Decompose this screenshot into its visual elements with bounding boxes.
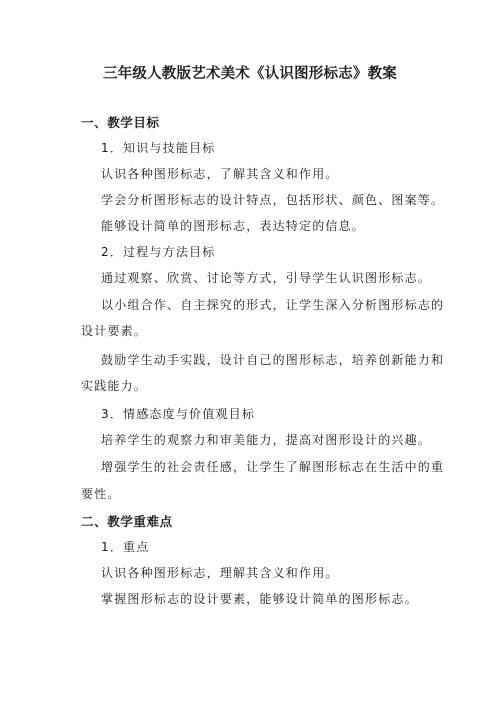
paragraph-line: 认识各种图形标志，理解其含义和作用。 [101,566,339,580]
paragraph-line: 鼓励学生动手实践，设计自己的图形标志，培养创新能力和 [101,353,445,367]
subheading-focus: 1．重点 [101,540,150,554]
subheading-emotion-values: 3．情感态度与价值观目标 [101,407,256,421]
paragraph-line: 学会分析图形标志的设计特点，包括形状、颜色、图案等。 [101,193,445,207]
paragraph-line: 设计要素。 [81,324,148,338]
paragraph-line: 以小组合作、自主探究的形式，让学生深入分析图形标志的 [101,298,445,312]
paragraph-line: 认识各种图形标志，了解其含义和作用。 [101,167,339,181]
paragraph-line: 实践能力。 [81,379,148,393]
subheading-knowledge-skills: 1．知识与技能目标 [101,141,216,155]
paragraph-line: 培养学生的观察力和审美能力，提高对图形设计的兴趣。 [101,433,432,447]
section-heading-key-points: 二、教学重难点 [81,514,173,529]
paragraph-line: 增强学生的社会责任感，让学生了解图形标志在生活中的重 [101,460,445,474]
paragraph-line: 通过观察、欣赏、讨论等方式，引导学生认识图形标志。 [101,271,432,285]
paragraph-line: 掌握图形标志的设计要素，能够设计简单的图形标志。 [101,592,418,606]
paragraph-line: 能够设计简单的图形标志，表达特定的信息。 [101,219,366,233]
paragraph-line: 要性。 [81,487,121,501]
subheading-process-method: 2．过程与方法目标 [101,245,216,259]
section-heading-objectives: 一、教学目标 [81,115,160,130]
document-title: 三年级人教版艺术美术《认识图形标志》教案 [103,66,397,82]
